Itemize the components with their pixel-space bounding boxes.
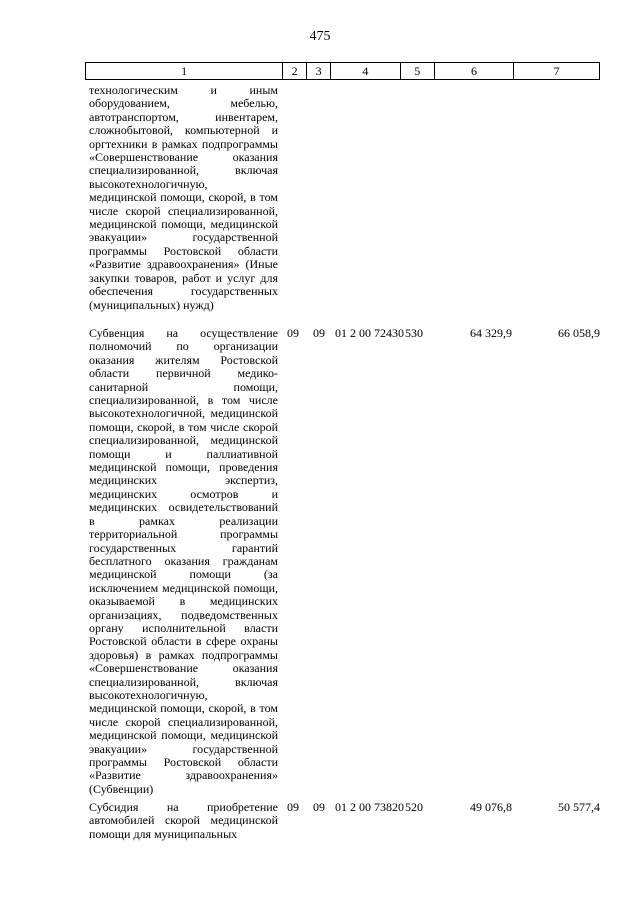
row-target-code: 01 2 00 72430 (335, 326, 404, 340)
row-subsection: 09 (313, 326, 325, 340)
row-section: 09 (287, 800, 299, 814)
column-header-7: 7 (553, 64, 560, 78)
row-value-year-2: 50 577,4 (558, 800, 600, 814)
row-expense-type: 530 (405, 326, 423, 340)
table-row (89, 84, 600, 312)
column-header-1: 1 (86, 63, 283, 79)
row-target-code: 01 2 00 73820 (335, 800, 404, 814)
row-description: технологическим и иным оборудованием, мебелью, автотранспортом, инвентарем, сложнобытовой, компьютерной и оргтехники в рамках подпрограммы «Совершенствование оказания специализированной, включая высокотехнологичную, медицинской помощи, скорой, в том числе скорой специализированной, медицинской помощи, медицинской эвакуации» государственной программы Ростовской области «Развитие здравоохранения» (Иные закупки товаров, работ и услуг для обеспечения государственных (муниципальных) нужд) (89, 83, 278, 312)
row-expense-type: 520 (405, 800, 423, 814)
row-section: 09 (287, 326, 299, 340)
column-header-4: 4 (331, 63, 401, 79)
row-description: Субвенция на осуществление полномочий по организации оказания жителям Ростовской области первичной медико-санитарной помощи, специализированной, в том числе высокотехнологичной, медицинской помощи, скорой, в том числе скорой специализированной, медицинской помощи и паллиативной медицинской помощи, проведения медицинских экспертиз, медицинских осмотров и медицинских освидетельствований в рамках реализации территориальной программы государственных гарантий бесплатного оказания гражданам медицинской помощи (за исключением медицинской помощи, оказываемой в медицинских организациях, подведомственных органу исполнительной власти Ростовской области в сфере охраны здоровья) в рамках подпрограммы «Совершенствование оказания специализированной, включая высокотехнологичную, медицинской помощи, скорой, в том числе скорой специализированной, медицинской помощи, медицинской эвакуации» государственной программы Ростовской области «Развитие здравоохранения» (Субвенции) (89, 326, 278, 796)
row-subsection: 09 (313, 800, 325, 814)
table-row (89, 801, 600, 841)
column-header-2: 2 (283, 63, 307, 79)
row-value-year-1: 64 329,9 (470, 326, 512, 340)
row-value-year-2: 66 058,9 (558, 326, 600, 340)
column-header-3: 3 (307, 63, 331, 79)
table-header (85, 62, 600, 80)
row-description: Субсидия на приобретение автомобилей скорой медицинской помощи для муниципальных (89, 800, 278, 841)
column-header-5: 5 (401, 63, 435, 79)
page-number: 475 (309, 29, 331, 44)
table-row (89, 327, 600, 796)
row-value-year-1: 49 076,8 (470, 800, 512, 814)
column-header-6: 6 (435, 63, 515, 79)
